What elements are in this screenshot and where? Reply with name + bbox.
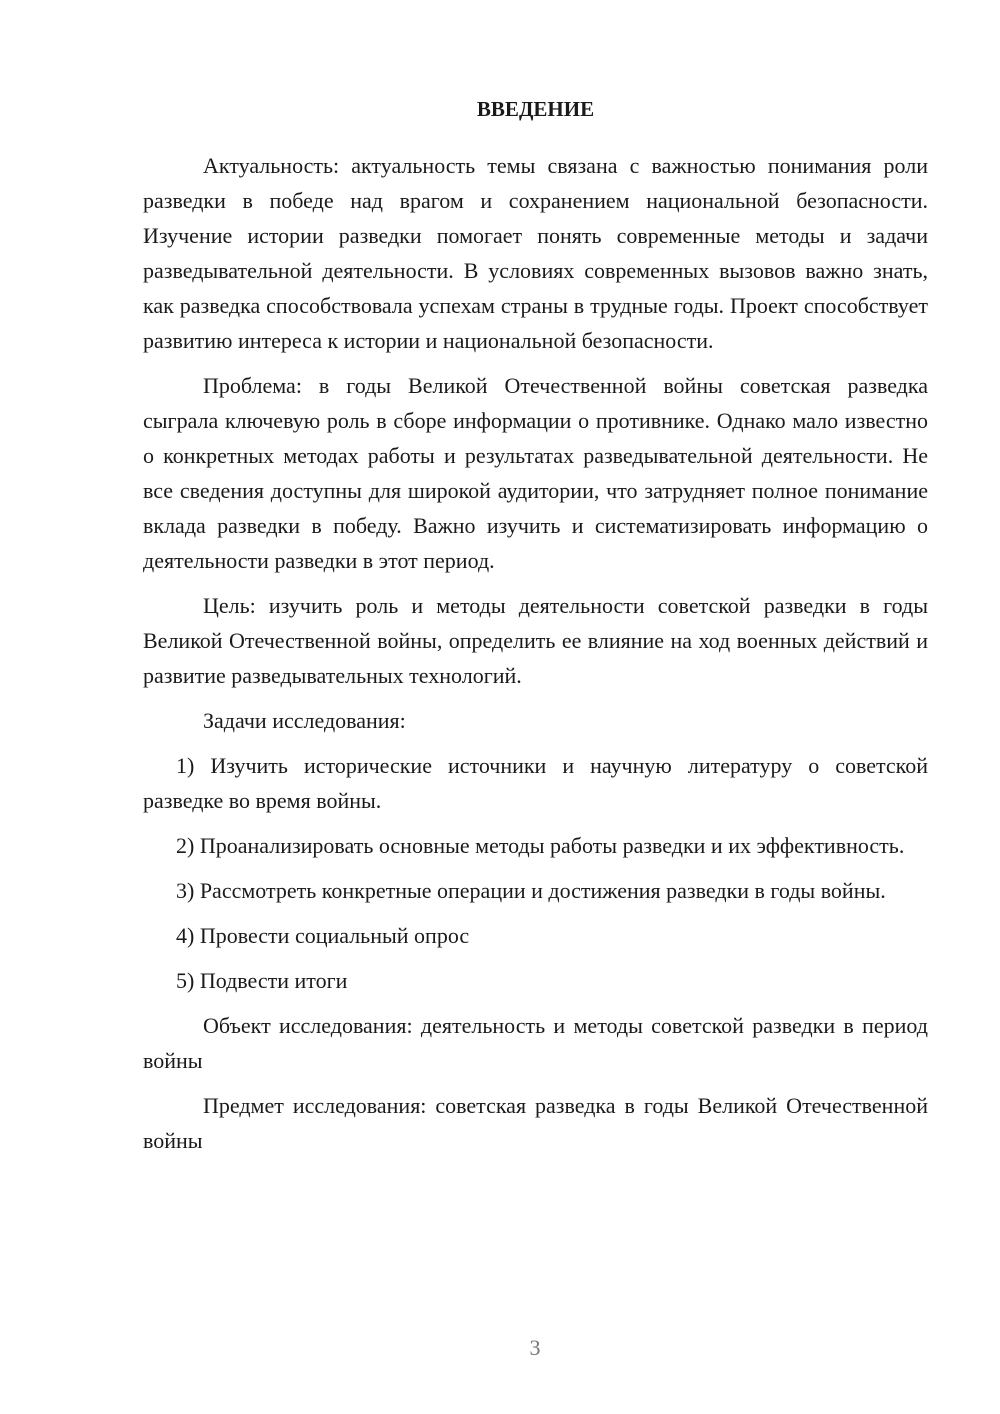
relevance-paragraph: Актуальность: актуальность темы связана с важностью понимания роли разведки в победе над врагом и сохранением национальной безопасности. Изучение истории разведки помогает понять современные методы и задачи разведывательной деятельности. В условиях современных вызовов важно знать, как разведка способствовала успехам страны в трудные годы. Проект способствует развитию интереса к истории и национальной безопасности. <box>143 153 928 353</box>
task-item: 1) Изучить исторические источники и научную литературу о советской разведке во время войны. <box>143 753 928 813</box>
subject-paragraph: Предмет исследования: советская разведка в годы Великой Отечественной войны <box>143 1093 928 1153</box>
section-heading: ВВЕДЕНИЕ <box>476 97 595 121</box>
task-item: 2) Проанализировать основные методы работы разведки и их эффективность. <box>176 833 905 858</box>
page-number: 3 <box>529 1335 541 1360</box>
goal-paragraph: Цель: изучить роль и методы деятельности советской разведки в годы Великой Отечественной войны, определить ее влияние на ход военных действий и развитие разведывательных технологий. <box>143 593 928 688</box>
problem-paragraph: Проблема: в годы Великой Отечественной войны советская разведка сыграла ключевую роль в сборе информации о противнике. Однако мало известно о конкретных методах работы и результатах разведывательной деятельности. Не все сведения доступны для широкой аудитории, что затрудняет полное понимание вклада разведки в победу. Важно изучить и систематизировать информацию о деятельности разведки в этот период. <box>143 373 928 573</box>
task-item: 3) Рассмотреть конкретные операции и достижения разведки в годы войны. <box>176 878 886 903</box>
page-content <box>143 92 928 1168</box>
object-paragraph: Объект исследования: деятельность и методы советской разведки в период войны <box>143 1013 928 1073</box>
task-item: 5) Подвести итоги <box>176 968 348 993</box>
tasks-heading: Задачи исследования: <box>203 708 406 733</box>
task-item: 4) Провести социальный опрос <box>176 923 470 948</box>
